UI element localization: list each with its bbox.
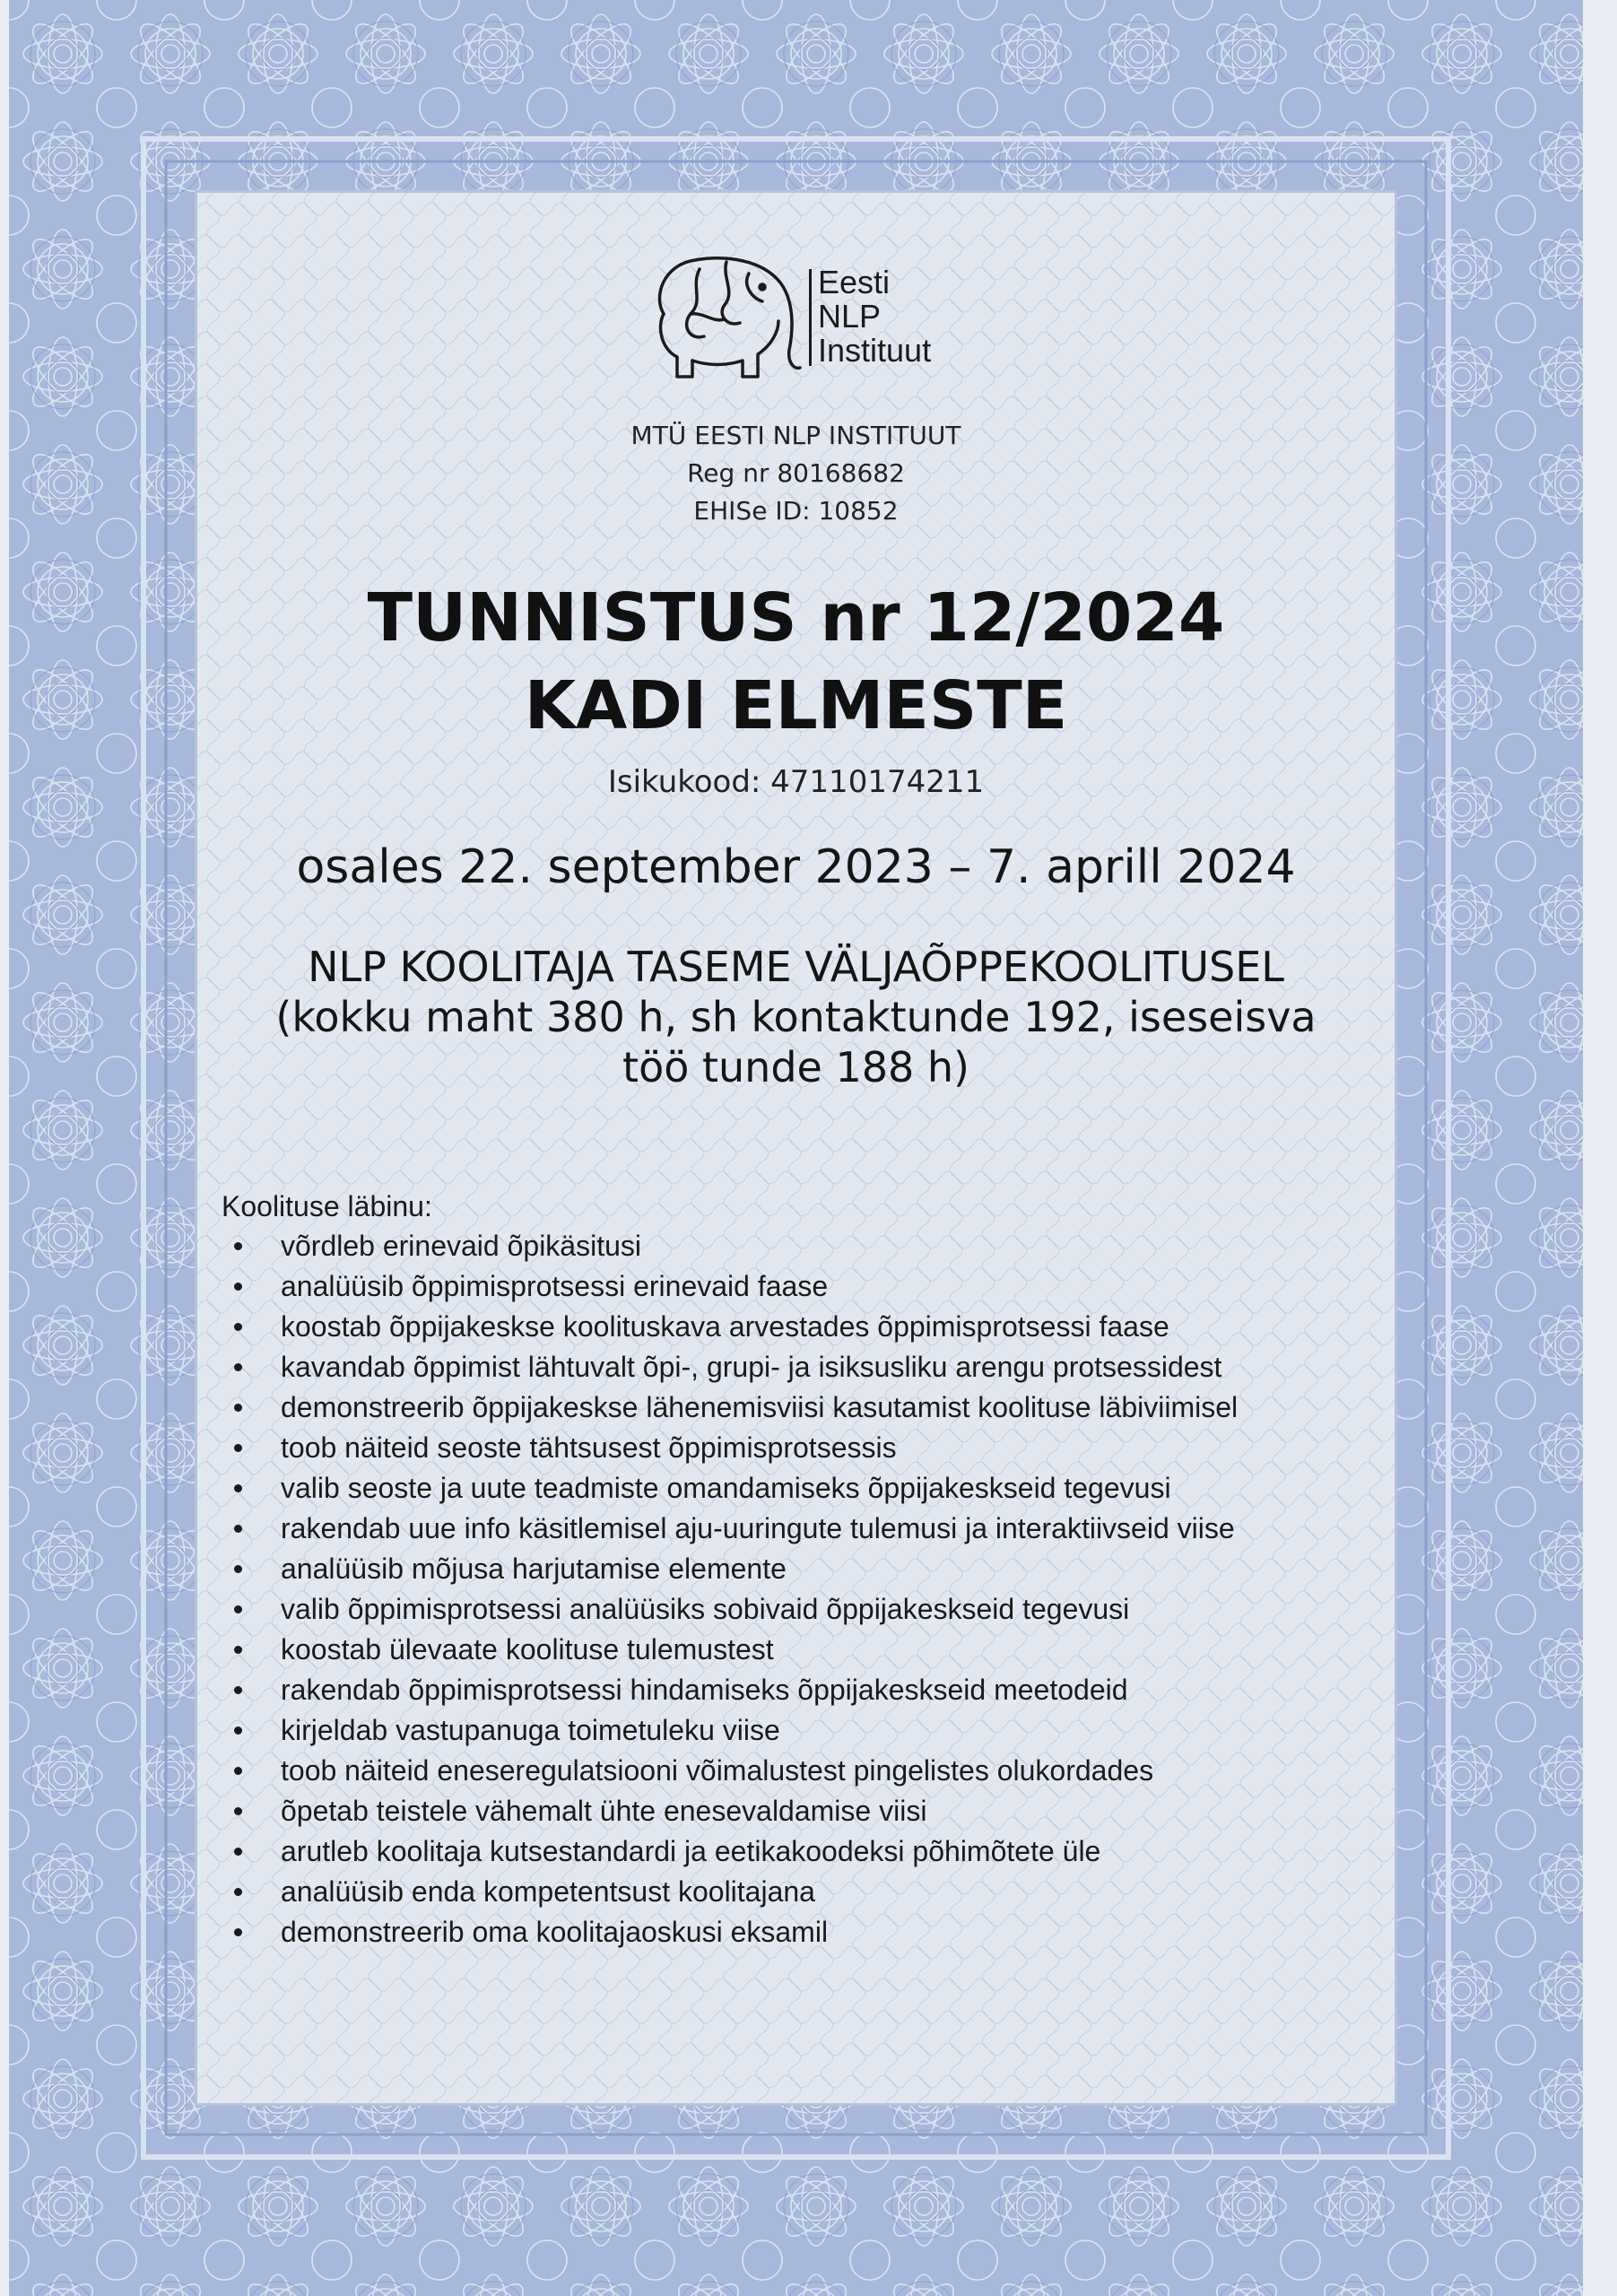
person-name: KADI ELMESTE [524, 667, 1068, 744]
list-item: koostab ülevaate koolituse tulemustest [222, 1630, 1378, 1670]
list-item: õpetab teistele vähemalt ühte enesevaldamise viisi [222, 1791, 1378, 1831]
outcomes-heading: Koolituse läbinu: [222, 1190, 432, 1222]
list-item: valib õppimisprotsessi analüüsiks sobivaid õppijakeskseid tegevusi [222, 1589, 1378, 1630]
certificate-title: TUNNISTUS nr 12/2024 [367, 579, 1225, 657]
outcomes-list [222, 1226, 1378, 1952]
certificate-title-block [197, 574, 1395, 750]
list-item: võrdleb erinevaid õpikäsitusi [222, 1226, 1378, 1266]
list-item: analüüsib õppimisprotsessi erinevaid faase [222, 1266, 1378, 1307]
elephant-puzzle-icon [637, 242, 807, 386]
organization-info [197, 417, 1395, 530]
participation-dates: osales 22. september 2023 – 7. aprill 2024 [296, 840, 1296, 894]
list-item: rakendab õppimisprotsessi hindamiseks õppijakeskseid meetodeid [222, 1670, 1378, 1710]
learning-outcomes [222, 1188, 1378, 1952]
list-item: analüüsib enda kompetentsust koolitajana [222, 1872, 1378, 1912]
list-item: valib seoste ja uute teadmiste omandamiseks õppijakeskseid tegevusi [222, 1468, 1378, 1509]
logo-line-eesti: Eesti [818, 264, 891, 300]
logo-wordmark [818, 265, 997, 368]
list-item: analüüsib mõjusa harjutamise elemente [222, 1549, 1378, 1589]
list-item: rakendab uue info käsitlemisel aju-uuringute tulemusi ja interaktiivseid viise [222, 1509, 1378, 1549]
ehis-id: EHISe ID: 10852 [693, 496, 899, 526]
registration-number: Reg nr 80168682 [687, 458, 905, 488]
list-item: kavandab õppimist lähtuvalt õpi-, grupi- ja isiksusliku arengu protsessidest [222, 1347, 1378, 1387]
organization-name: MTÜ EESTI NLP INSTITUUT [630, 421, 961, 450]
certificate-content [197, 193, 1395, 2103]
list-item: demonstreerib oma koolitajaoskusi eksamil [222, 1912, 1378, 1952]
logo-line-nlp: NLP [818, 298, 882, 335]
course-line: töö tunde 188 h) [622, 1043, 969, 1091]
list-item: kirjeldab vastupanuga toimetuleku viise [222, 1710, 1378, 1751]
list-item: arutleb koolitaja kutsestandardi ja eetikakoodeksi põhimõtete üle [222, 1831, 1378, 1872]
list-item: demonstreerib õppijakeskse lähenemisviisi kasutamist koolituse läbiviimisel [222, 1387, 1378, 1428]
logo-line-instituut: Instituut [818, 332, 932, 369]
certificate-sheet [9, 0, 1583, 2296]
certificate-body [197, 193, 1395, 2103]
list-item: toob näiteid eneseregulatsiooni võimalustest pingelistes olukordades [222, 1751, 1378, 1791]
institute-logo [637, 242, 995, 386]
course-line: NLP KOOLITAJA TASEME VÄLJAÕPPEKOOLITUSEL [308, 943, 1284, 991]
course-line: (kokku maht 380 h, sh kontaktunde 192, iseseisva [275, 993, 1317, 1041]
list-item: toob näiteid seoste tähtsusest õppimisprotsessis [222, 1428, 1378, 1468]
logo-divider [809, 269, 812, 366]
list-item: koostab õppijakeskse koolituskava arvestades õppimisprotsessi faase [222, 1307, 1378, 1347]
course-description [197, 942, 1395, 1092]
personal-code: Isikukood: 47110174211 [607, 764, 985, 800]
